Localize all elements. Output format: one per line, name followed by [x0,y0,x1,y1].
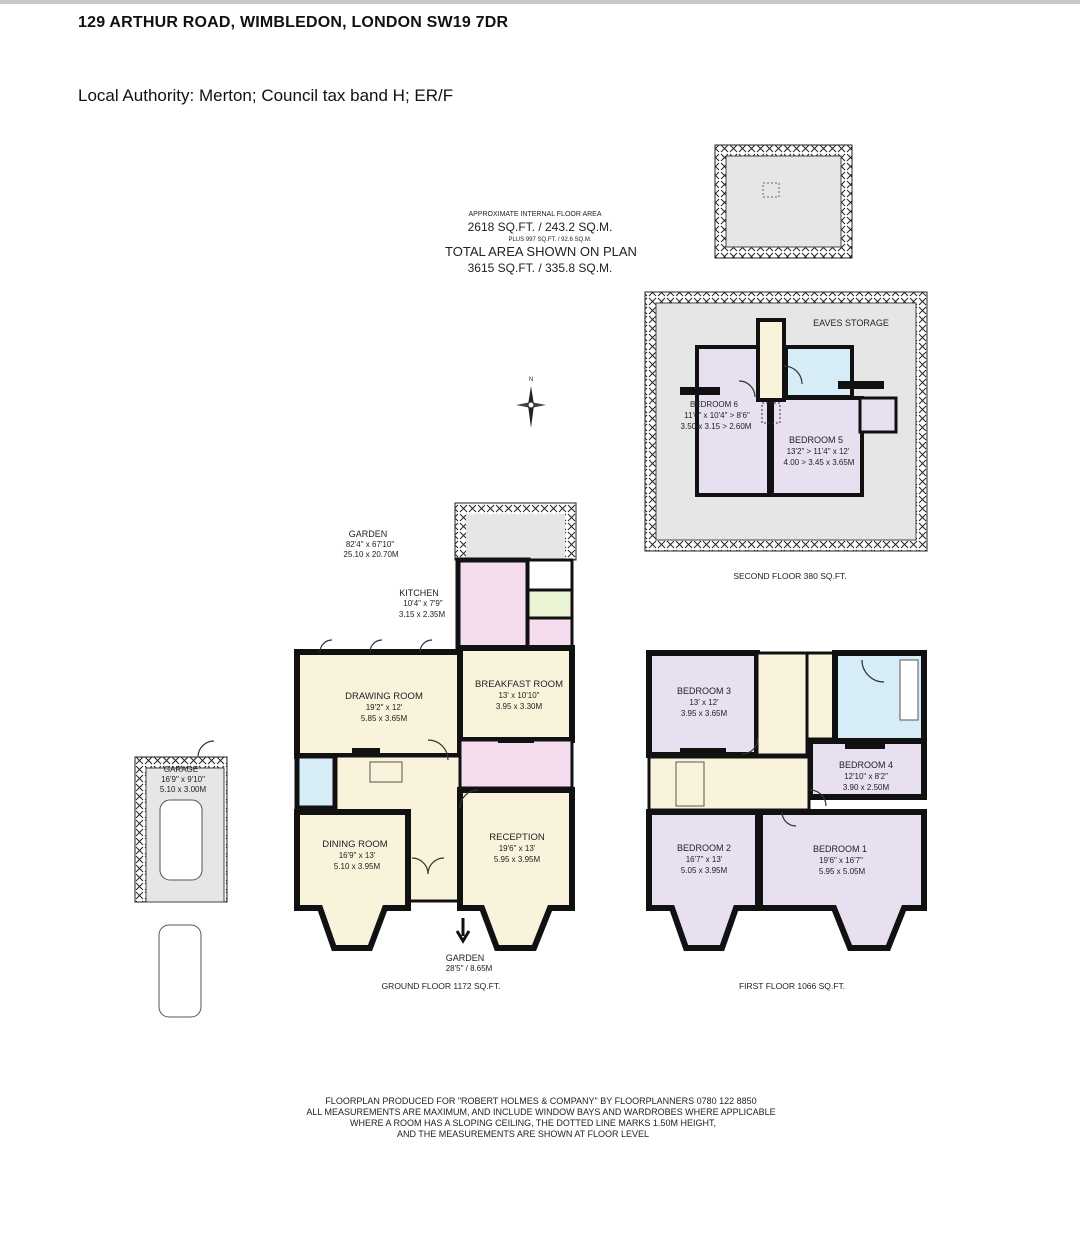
bedroom-1-imperial: 19'6" x 16'7" [819,856,863,865]
bedroom-4-imperial: 12'10" x 8'2" [844,772,888,781]
second-floor-label: SECOND FLOOR 380 SQ.FT. [733,571,847,581]
bedroom-3-metric: 3.95 x 3.65M [680,709,728,718]
area-line-2: 2618 SQ.FT. / 243.2 SQ.M. [467,220,613,234]
area-line-4: TOTAL AREA SHOWN ON PLAN [445,244,637,259]
bedroom-2-metric: 5.05 x 3.95M [680,866,728,875]
garage-metric: 5.10 x 3.00M [159,785,207,794]
reception-imperial: 19'6" x 13' [498,844,536,853]
breakfast-room-name: BREAKFAST ROOM [475,679,563,690]
bedroom-4-name: BEDROOM 4 [838,760,894,770]
first-floor-plan [649,653,924,991]
bedroom-3-imperial: 13' x 12' [689,698,719,707]
garage-name: GARAGE [163,765,199,774]
footer-line-3: WHERE A ROOM HAS A SLOPING CEILING, THE DOTTED LINE MARKS 1.50M HEIGHT, [350,1118,716,1128]
bedroom-1-name: BEDROOM 1 [812,844,868,854]
eaves-storage-label: EAVES STORAGE [813,318,889,328]
footer-line-4: AND THE MEASUREMENTS ARE SHOWN AT FLOOR LEVEL [396,1129,650,1139]
property-details: Local Authority: Merton; Council tax band H; ER/F [78,86,454,105]
compass-north-label: N [528,377,534,383]
garden-imperial: 82'4" x 67'10" [345,540,395,549]
front-garden-name: GARDEN [445,953,485,963]
front-garden-metric: 28'5" / 8.65M [445,964,493,973]
ground-floor-label: GROUND FLOOR 1172 SQ.FT. [381,981,501,991]
dining-room-name: DINING ROOM [322,839,388,850]
area-line-1: APPROXIMATE INTERNAL FLOOR AREA [468,211,602,218]
down-arrow-icon [457,918,469,941]
bedroom-2-imperial: 16'7" x 13' [685,855,723,864]
garden-metric: 25.10 x 20.70M [343,550,399,559]
drawing-room-imperial: 19'2" x 12' [365,703,403,712]
car-icon [160,800,202,880]
garage-plan [135,741,227,1017]
kitchen-name: KITCHEN [399,588,439,598]
reception-metric: 5.95 x 3.95M [493,855,541,864]
reception-name: RECEPTION [489,832,545,843]
bedroom-3-name: BEDROOM 3 [676,686,732,696]
breakfast-room-metric: 3.95 x 3.30M [495,702,543,711]
dining-room-imperial: 16'9" x 13' [338,851,376,860]
drawing-room-name: DRAWING ROOM [345,691,423,702]
car-icon [159,925,201,1017]
drawing-room-metric: 5.85 x 3.65M [360,714,408,723]
kitchen-imperial: 10'4" x 7'9" [403,599,443,608]
bedroom-5-name: BEDROOM 5 [788,435,844,445]
bedroom-6-imperial: 11'6" x 10'4" > 8'6" [684,411,750,420]
bedroom-1-metric: 5.95 x 5.05M [818,867,866,876]
footer-line-2: ALL MEASUREMENTS ARE MAXIMUM, AND INCLUDE WINDOW BAYS AND WARDROBES WHERE APPLICABLE [306,1107,776,1117]
property-address: 129 ARTHUR ROAD, WIMBLEDON, LONDON SW19 7DR [78,14,509,31]
dining-room-metric: 5.10 x 3.95M [333,862,381,871]
ground-floor-plan [297,503,576,991]
garden-rear-label [343,529,398,559]
bedroom-5-metric: 4.00 > 3.45 x 3.65M [783,458,855,467]
footer-notes [306,1096,775,1139]
bedroom-6-name: BEDROOM 6 [689,400,739,409]
first-floor-label: FIRST FLOOR 1066 SQ.FT. [738,981,846,991]
garden-name: GARDEN [348,529,388,539]
garage-imperial: 16'9" x 9'10" [161,775,205,784]
bedroom-2-name: BEDROOM 2 [676,843,732,853]
kitchen-metric: 3.15 x 2.35M [398,610,446,619]
footer-line-1: FLOORPLAN PRODUCED FOR "ROBERT HOLMES & COMPANY" BY FLOORPLANNERS 0780 122 8850 [325,1096,757,1106]
second-floor-plan [645,292,927,581]
breakfast-room-imperial: 13' x 10'10" [498,691,540,700]
bedroom-5-imperial: 13'2" > 11'4" x 12' [786,447,850,456]
compass-icon [516,377,546,428]
roof-plan [715,145,852,258]
bedroom-4-metric: 3.90 x 2.50M [842,783,890,792]
bedroom-6-metric: 3.50 x 3.15 > 2.60M [680,422,752,431]
area-line-3: PLUS 997 SQ.FT. / 92.6 SQ.M. [508,237,592,243]
area-summary [445,211,637,275]
area-line-5: 3615 SQ.FT. / 335.8 SQ.M. [467,261,613,275]
